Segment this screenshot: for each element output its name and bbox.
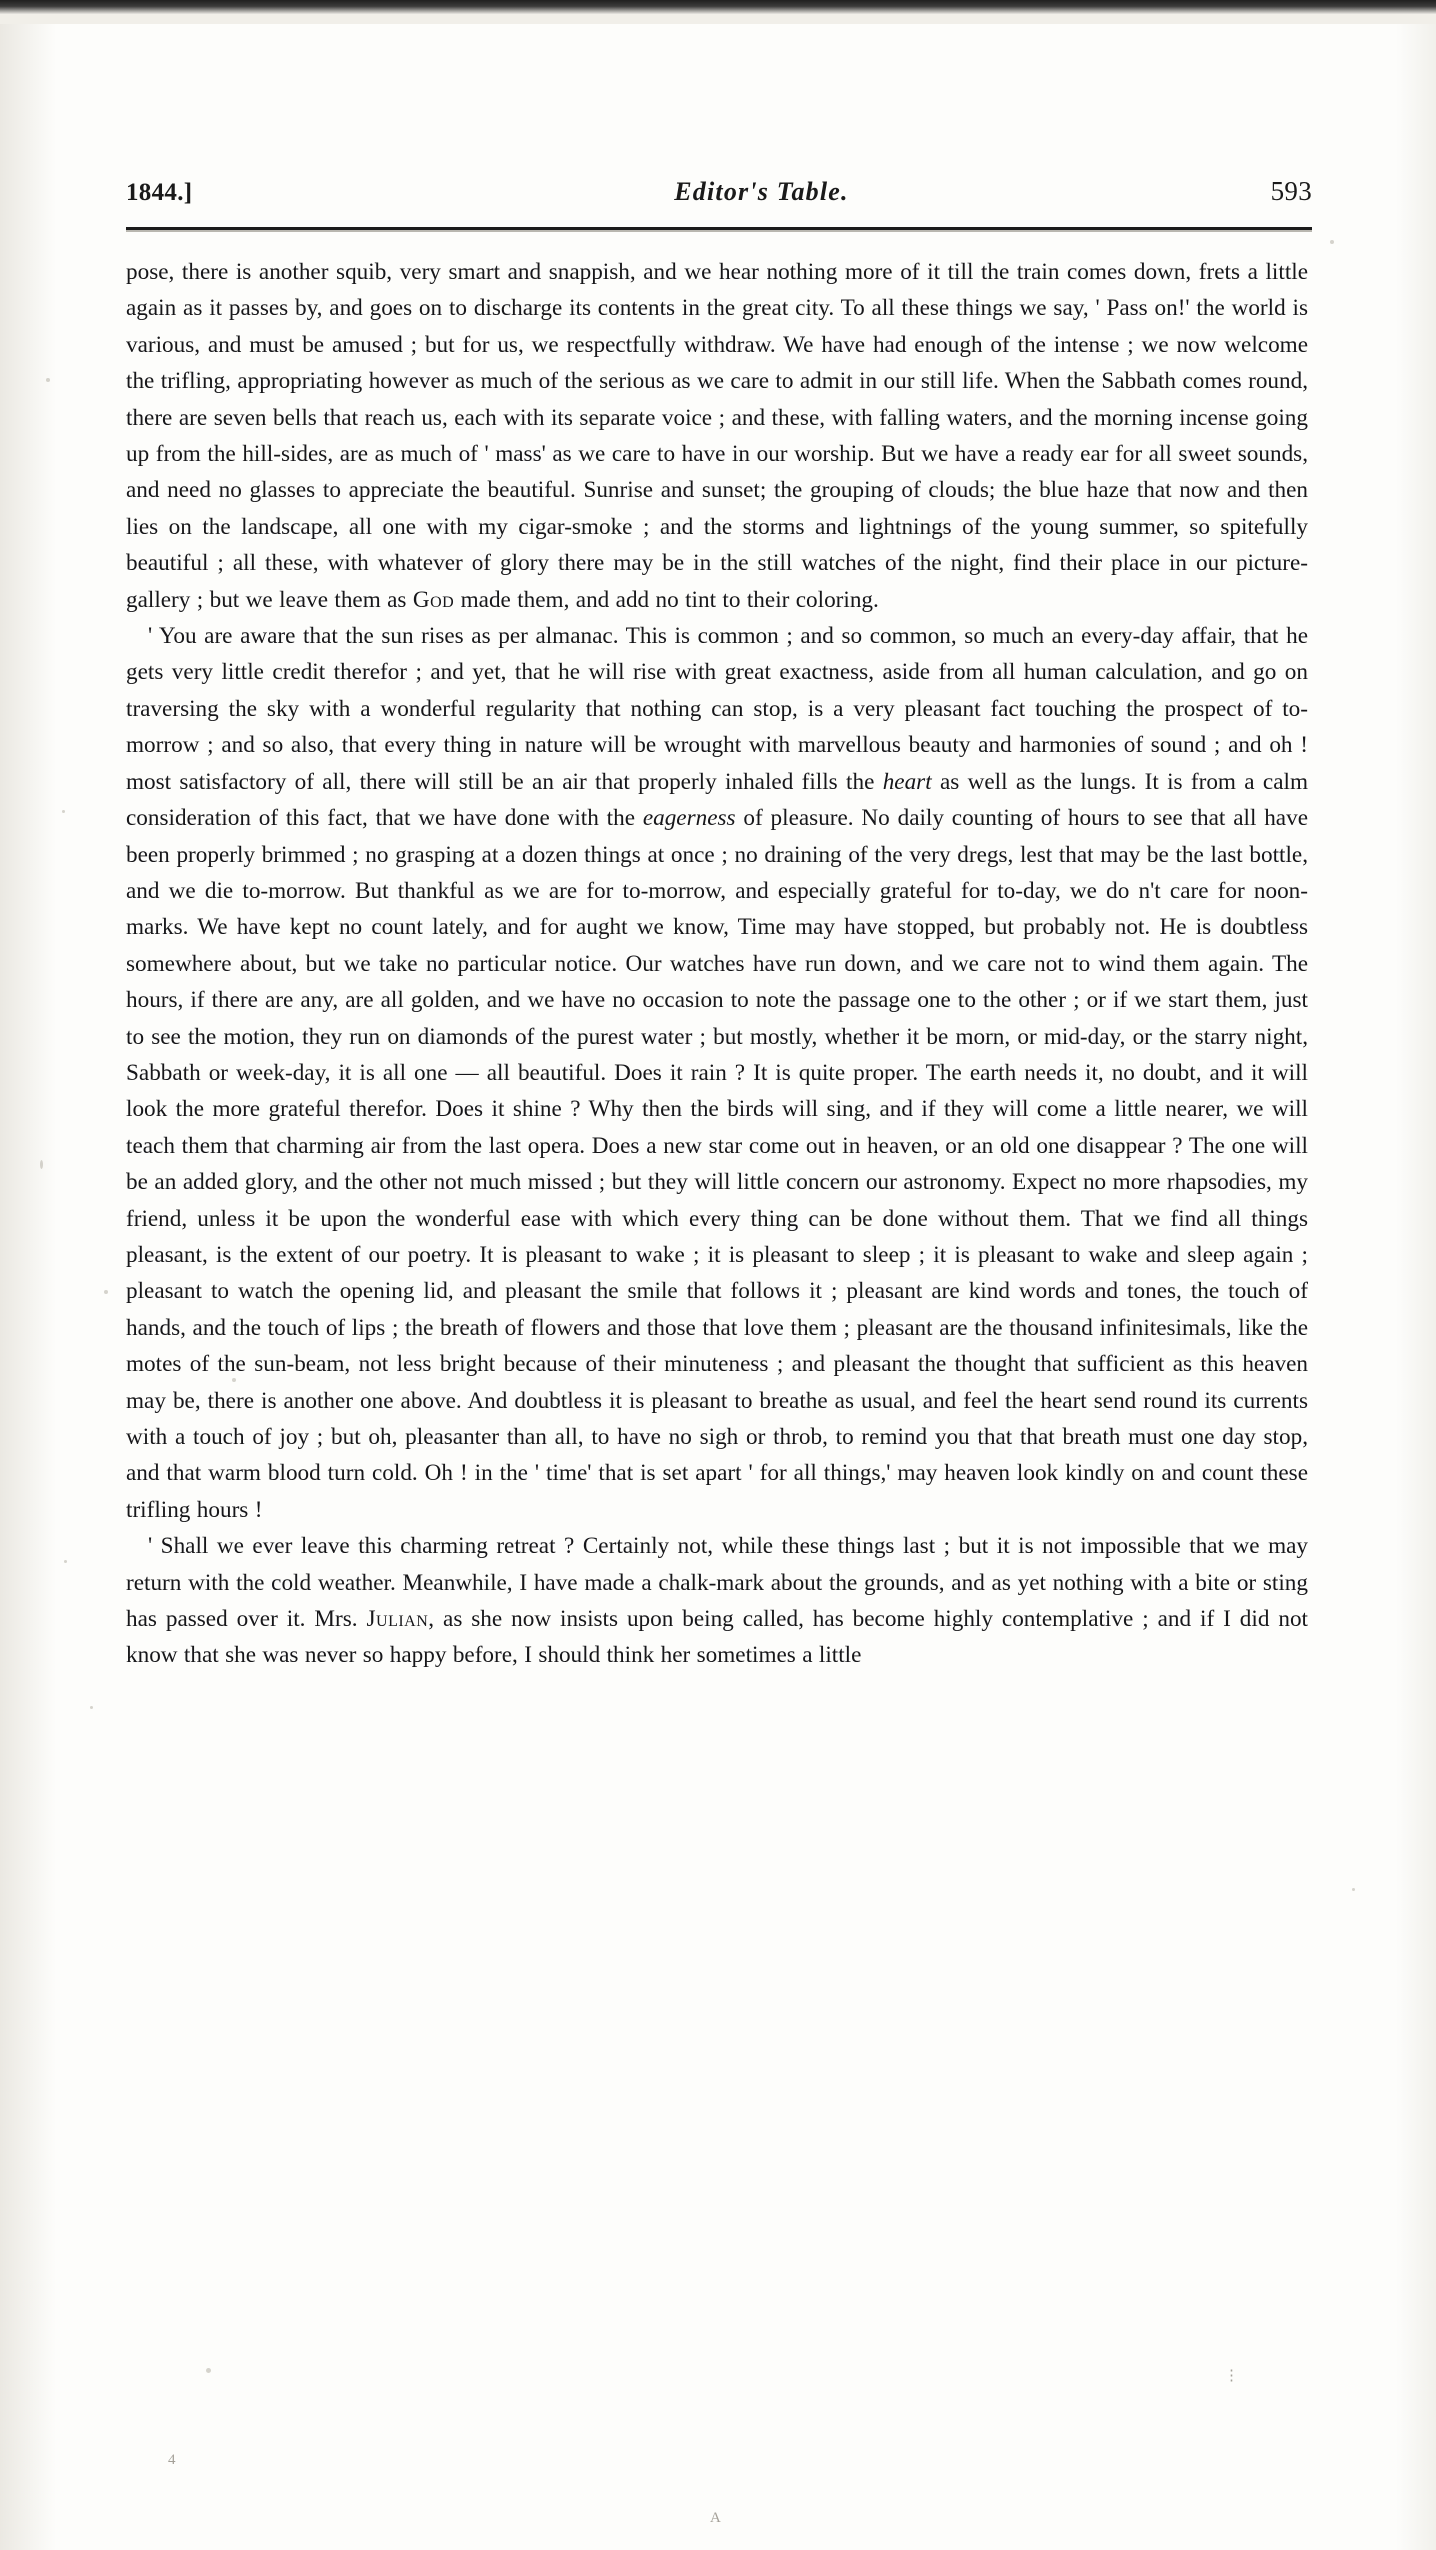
left-gutter-shading bbox=[0, 24, 56, 2550]
stray-mark-bottom: A bbox=[710, 2510, 721, 2526]
scan-top-edge-light bbox=[0, 14, 1436, 24]
header-rule-shadow bbox=[126, 230, 1312, 232]
stray-mark-left: 4 bbox=[168, 2452, 176, 2468]
right-edge-shading bbox=[1396, 24, 1436, 2550]
page-header bbox=[126, 176, 1312, 207]
scan-speck bbox=[46, 378, 50, 382]
paragraph: ' You are aware that the sun rises as per almanac. This is common ; and so common, so much an every-day affair, that he gets very little credit therefor ; and yet, that he will rise with great exactness, aside from all human calculation, and go on traversing the sky with a wonderful regularity that nothing can stop, is a very pleasant fact touching the prospect of to-morrow ; and so also, that every thing in nature will be wrought with marvellous beauty and harmonies of sound ; and oh ! most satisfactory of all, there will still be an air that properly inhaled fills the heart as well as the lungs. It is from a calm consideration of this fact, that we have done with the eagerness of pleasure. No daily counting of hours to see that all have been properly brimmed ; no grasping at a dozen things at once ; no draining of the very dregs, lest that may be the last bottle, and we die to-morrow. But thankful as we are for to-morrow, and especially grateful for to-day, we do n't care for noon-marks. We have kept no count lately, and for aught we know, Time may have stopped, but probably not. He is doubtless somewhere about, but we take no particular notice. Our watches have run down, and we care not to wind them again. The hours, if there are any, are all golden, and we have no occasion to note the passage one to the other ; or if we start them, just to see the motion, they run on diamonds of the purest water ; but mostly, whether it be morn, or mid-day, or the starry night, Sabbath or week-day, it is all one — all beautiful. Does it rain ? It is quite proper. The earth needs it, no doubt, and it will look the more grateful therefor. Does it shine ? Why then the birds will sing, and if they will come a little nearer, we will teach them that charming air from the last opera. Does a new star come out in heaven, or an old one disappear ? The one will be an added glory, and the other not much missed ; but they will little concern our astronomy. Expect no more rhapsodies, my friend, unless it be upon the wonderful ease with which every thing can be done without them. That we find all things pleasant, is the extent of our poetry. It is pleasant to wake ; it is pleasant to sleep ; it is pleasant to wake and sleep again ; pleasant to watch the opening lid, and pleasant the smile that follows it ; pleasant are kind words and tones, the touch of hands, and the touch of lips ; the breath of flowers and those that love them ; pleasant are the thousand infinitesimals, like the motes of the sun-beam, not less bright because of their minuteness ; and pleasant the thought that sufficient as this heaven may be, there is another one above. And doubtless it is pleasant to breathe as usual, and feel the heart send round its currents with a touch of joy ; but oh, pleasanter than all, to have no sigh or throb, to remind you that that breath must one day stop, and that warm blood turn cold. Oh ! in the ' time' that is set apart ' for all things,' may heaven look kindly on and count these trifling hours ! bbox=[126, 623, 1308, 1523]
scan-speck bbox=[104, 1290, 108, 1294]
page-content bbox=[126, 176, 1312, 1674]
paragraph: ' Shall we ever leave this charming retreat ? Certainly not, while these things last ; but it is not impossible that we may return with the cold weather. Meanwhile, I have made a chalk-mark about the grounds, and as yet nothing with a bite or sting has passed over it. Mrs. Julian, as she now insists upon being called, has become highly contemplative ; and if I did not know that she was never so happy before, I should think her sometimes a little bbox=[126, 1533, 1308, 1669]
scan-speck bbox=[62, 810, 65, 813]
running-head-title: Editor's Table. bbox=[674, 177, 849, 206]
scan-top-edge bbox=[0, 0, 1436, 14]
scan-speck bbox=[1352, 1888, 1355, 1891]
scan-speck bbox=[40, 1160, 43, 1169]
scan-speck bbox=[64, 1560, 67, 1563]
year-folio: 1844.] bbox=[126, 179, 193, 206]
body-text bbox=[126, 254, 1308, 1674]
scan-speck bbox=[90, 1706, 93, 1709]
page-number: 593 bbox=[1270, 176, 1312, 206]
scan-speck bbox=[1330, 240, 1334, 244]
scan-speck bbox=[206, 2368, 211, 2373]
stray-mark-right: ⋮ bbox=[1224, 2368, 1239, 2384]
paragraph: pose, there is another squib, very smart and snappish, and we hear nothing more of it till the train comes down, frets a little again as it passes by, and goes on to discharge its contents in the great city. To all these things we say, ' Pass on!' the world is various, and must be amused ; but for us, we respectfully withdraw. We have had enough of the intense ; we now welcome the trifling, appropriating however as much of the serious as we care to admit in our still life. When the Sabbath comes round, there are seven bells that reach us, each with its separate voice ; and these, with falling waters, and the morning incense going up from the hill-sides, are as much of ' mass' as we care to have in our worship. But we have a ready ear for all sweet sounds, and need no glasses to appreciate the beautiful. Sunrise and sunset; the grouping of clouds; the blue haze that now and then lies on the landscape, all one with my cigar-smoke ; and the storms and lightnings of the young summer, so spitefully beautiful ; all these, with whatever of glory there may be in the still watches of the night, find their place in our picture-gallery ; but we leave them as God made them, and add no tint to their coloring. bbox=[126, 259, 1308, 613]
